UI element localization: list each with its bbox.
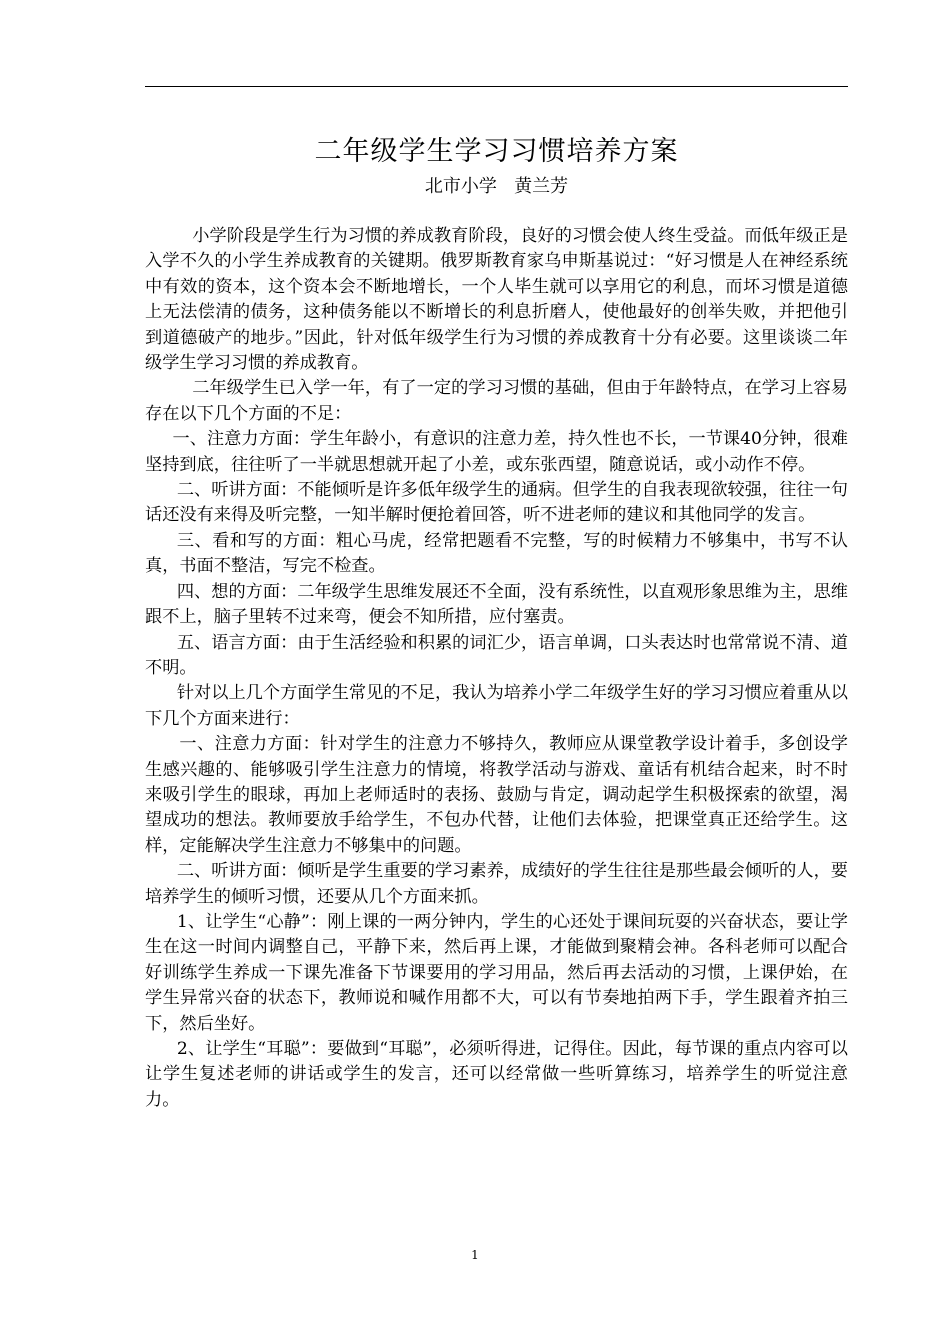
paragraph-sharp-ears: 2、让学生“耳聪”：要做到“耳聪”，必须听得进，记得住。因此，每节课的重点内容可以让学生复述老师的讲话或学生的发言，还可以经常做一些听算练习，培养学生的听觉注意力。 [145, 1039, 848, 1110]
paragraph-listening-problem: 二、听讲方面：不能倾听是许多低年级学生的通病。但学生的自我表现欲较强，往往一句话还没有来得及听完整，一知半解时便抢着回答，听不进老师的建议和其他同学的发言。 [145, 480, 848, 526]
paragraph-listening-method: 二、听讲方面：倾听是学生重要的学习素养，成绩好的学生往往是那些最会倾听的人，要培养学生的倾听习惯，还要从几个方面来抓。 [145, 861, 848, 907]
header-rule [145, 86, 848, 87]
paragraph-reading-writing-problem: 三、看和写的方面：粗心马虎，经常把题看不完整，写的时候精力不够集中，书写不认真，书面不整洁，写完不检查。 [145, 530, 848, 577]
document-title: 二年级学生学习习惯培养方案 [314, 136, 679, 167]
paragraph-thinking-problem: 四、想的方面：二年级学生思维发展还不全面，没有系统性，以直观形象思维为主，思维跟不上，脑子里转不过来弯，便会不知所措，应付塞责。 [145, 581, 848, 628]
paragraph-attention-method: 一、注意力方面：针对学生的注意力不够持久，教师应从课堂教学设计着手，多创设学生感兴趣的、能够吸引学生注意力的情境，将教学活动与游戏、童话有机结合起来，时不时来吸引学生的眼球，再加上老师适时的表扬、鼓励与肯定，调动起学生积极探索的欲望，渴望成功的想法。教师要放手给学生，不包办代替，让他们去体验，把课堂真正还给学生。这样，定能解决学生注意力不够集中的问题。 [145, 734, 848, 856]
document-body [145, 224, 848, 1113]
paragraph-attention-problem: 一、注意力方面：学生年龄小，有意识的注意力差，持久性也不长，一节课40分钟，很难坚持到底，往往听了一半就思想就开起了小差，或东张西望，随意说话，或小动作不停。 [145, 429, 848, 475]
paragraph-language-problem: 五、语言方面：由于生活经验和积累的词汇少，语言单调，口头表达时也常常说不清、道不明。 [145, 632, 848, 678]
document-author: 北市小学 黄兰芳 [424, 176, 569, 197]
page-number: 1 [471, 1248, 479, 1262]
paragraph-intro: 小学阶段是学生行为习惯的养成教育阶段，良好的习惯会使人终生受益。而低年级正是入学不久的小学生养成教育的关键期。俄罗斯教育家乌申斯基说过：“好习惯是人在神经系统中有效的资本，这个资本会不断地增长，一个人毕生就可以享用它的利息，而坏习惯是道德上无法偿清的债务，这种债务能以不断增长的利息折磨人，使他最好的创举失败，并把他引到道德破产的地步。”因此，针对低年级学生行为习惯的养成教育十分有必要。这里谈谈二年级学生学习习惯的养成教育。 [145, 226, 848, 374]
paragraph-calm-mind: 1、让学生“心静”：刚上课的一两分钟内，学生的心还处于课间玩耍的兴奋状态，要让学生在这一时间内调整自己，平静下来，然后再上课，才能做到聚精会神。各科老师可以配合好训练学生养成一下课先准备下节课要用的学习用品，然后再去活动的习惯，上课伊始，在学生异常兴奋的状态下，教师说和喊作用都不大，可以有节奏地拍两下手，学生跟着齐拍三下，然后坐好。 [145, 911, 848, 1034]
paragraph-approach: 针对以上几个方面学生常见的不足，我认为培养小学二年级学生好的学习习惯应着重从以下几个方面来进行： [145, 683, 848, 729]
paragraph-background: 二年级学生已入学一年，有了一定的学习习惯的基础，但由于年龄特点，在学习上容易存在以下几个方面的不足： [145, 378, 848, 424]
